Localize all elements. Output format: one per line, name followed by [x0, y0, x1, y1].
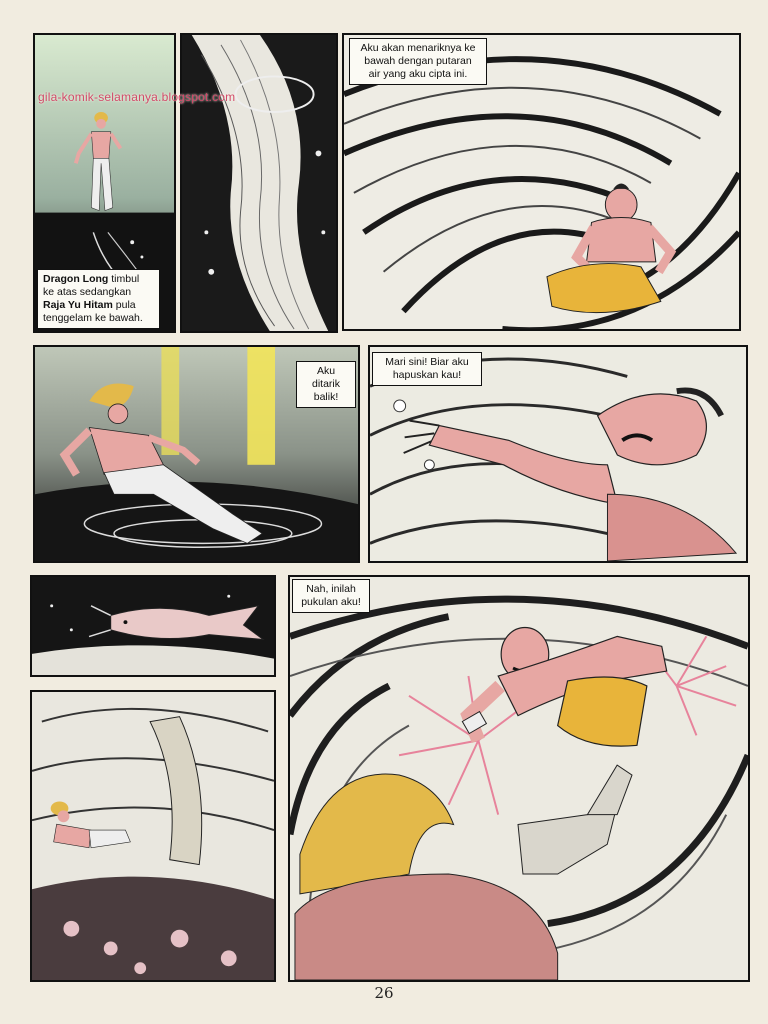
panel-7-hero-sinking: [30, 690, 276, 982]
panel-4-caption: Aku ditarik balik!: [296, 361, 356, 408]
panel-3-caption: Aku akan menariknya ke bawah dengan putaran air yang aku cipta ini.: [349, 38, 487, 85]
panel-4-hero-pulled: [33, 345, 360, 563]
panel-8-caption: Nah, inilah pukulan aku!: [292, 579, 370, 613]
panel-6-art: [32, 577, 274, 675]
panel-5-caption: Mari sini! Biar aku hapuskan kau!: [372, 352, 482, 386]
page-number: 26: [374, 984, 394, 1002]
panel-5-villain-lunging: [368, 345, 748, 563]
panel-1-hero-rising: [33, 33, 176, 333]
panel-6-creature: [30, 575, 276, 677]
panel-8-art: [290, 577, 748, 980]
panel-7-art: [32, 692, 274, 980]
panel-3-villain-whirlpool: [342, 33, 741, 331]
panel-2-water-current: [180, 33, 338, 333]
panel-8-punch: [288, 575, 750, 982]
watermark-text: gila-komik-selamanya.blogspot.com: [38, 90, 236, 104]
panel-1-caption: Dragon Long timbul ke atas sedangkan Raja Yu Hitam pula tenggelam ke bawah.: [37, 269, 160, 329]
panel-2-art: [182, 35, 336, 331]
